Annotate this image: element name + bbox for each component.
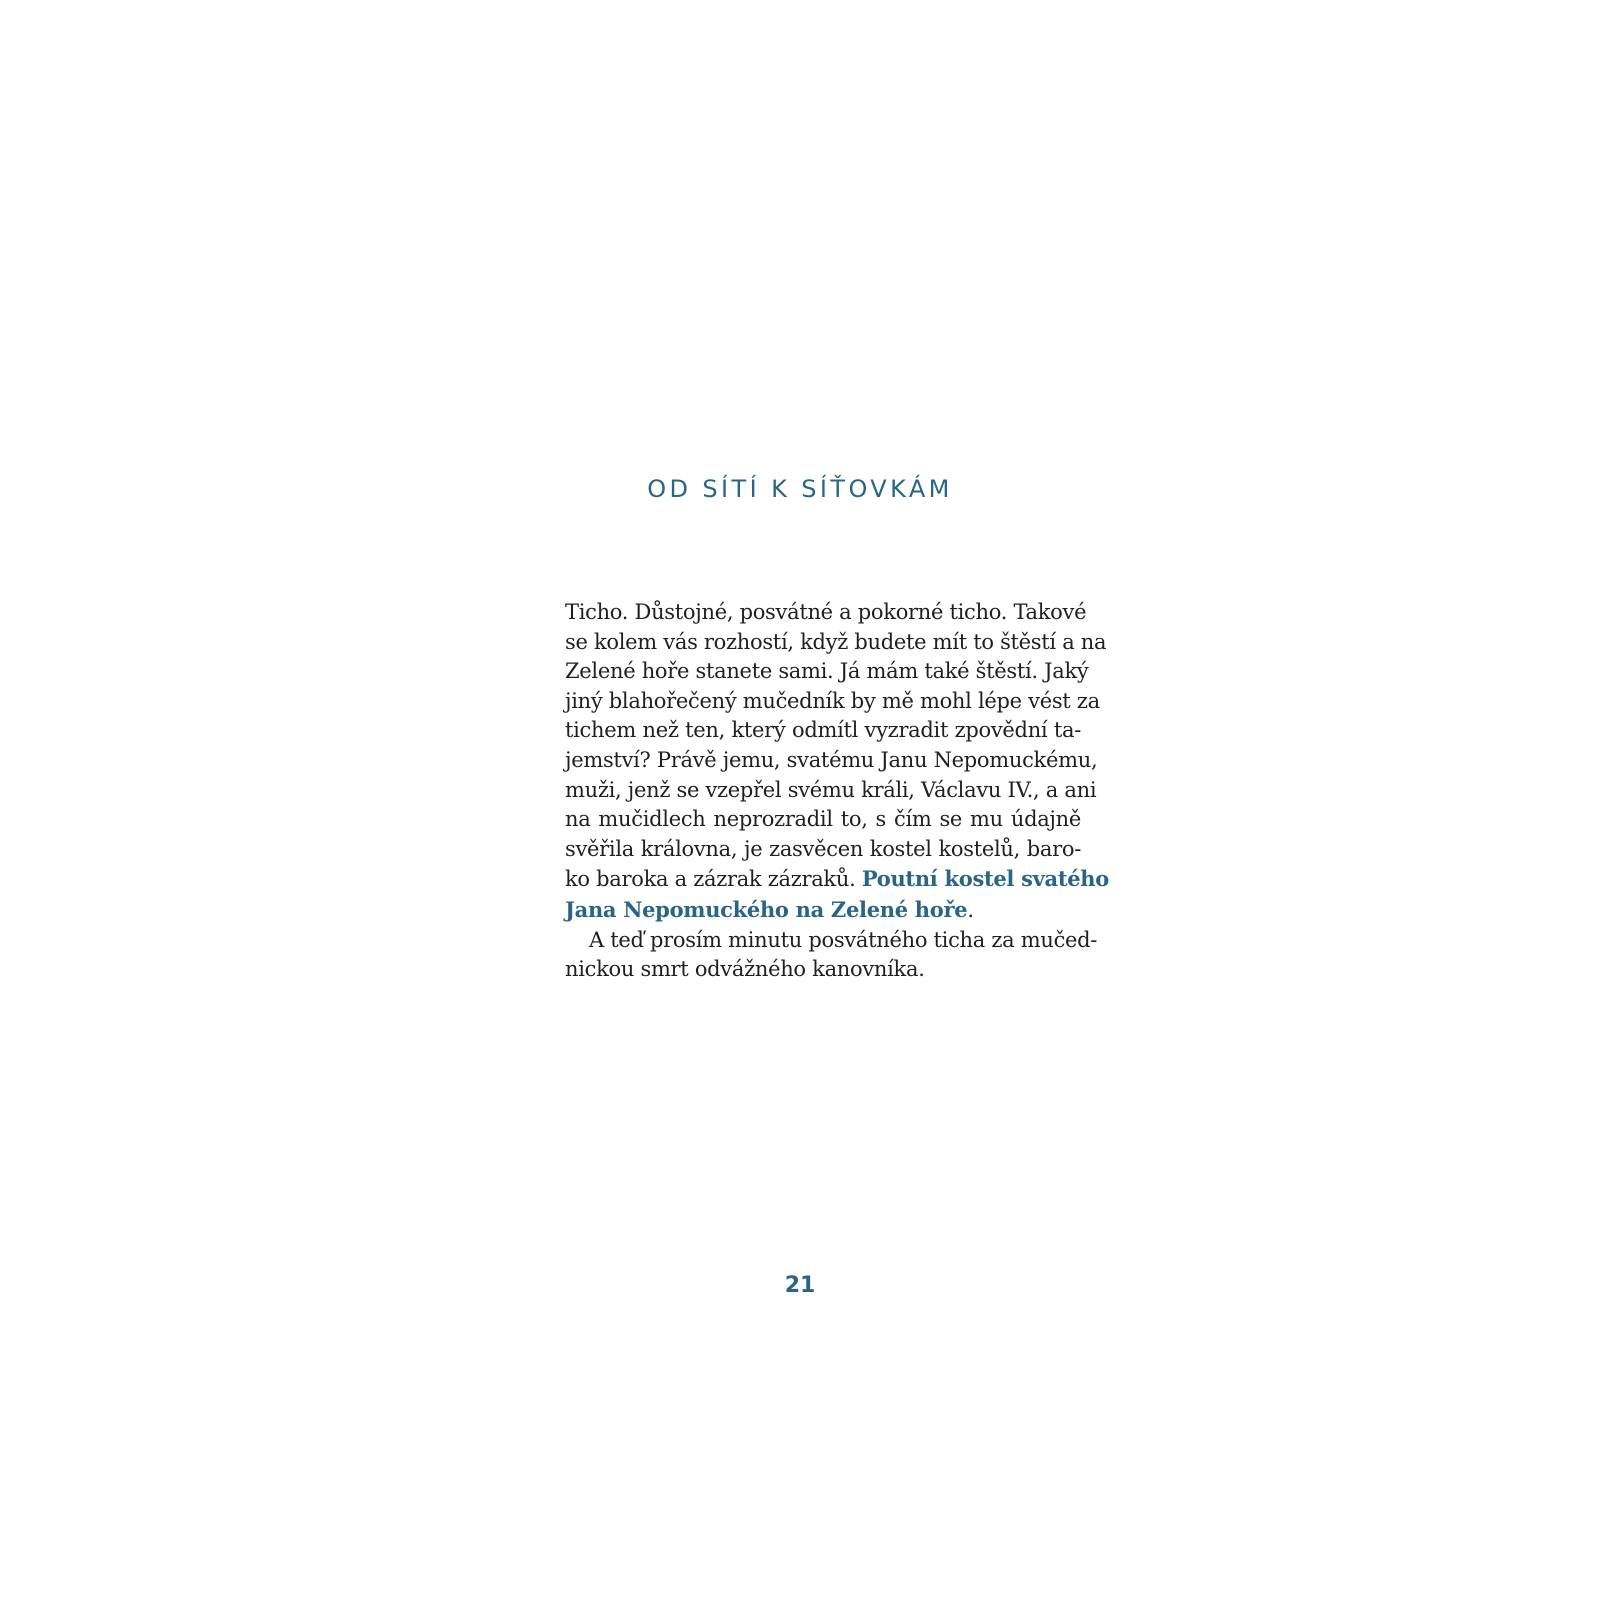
text-line: jiný blahořečený mučedník by mě mohl lépe vést za [565, 688, 1100, 713]
text-fragment: . [967, 897, 974, 922]
text-line: tichem než ten, který odmítl vyzradit zpovědní ta- [565, 718, 1081, 743]
text-line: A teď prosím minutu posvátného ticha za mučed- [589, 927, 1098, 952]
highlighted-place-name: Jana Nepomuckého na Zelené hoře [565, 896, 968, 922]
text-line: Zelené hoře stanete sami. Já mám také štěstí. Jaký [565, 659, 1089, 684]
text-line: jemství? Právě jemu, svatému Janu Nepomuckému, [565, 747, 1098, 772]
text-line: na mučidlech neprozradil to, s čím se mu údajně [565, 807, 1081, 832]
text-fragment: ko baroka a zázrak zázraků. [565, 867, 862, 892]
body-text [565, 598, 1109, 985]
text-line [565, 895, 1081, 926]
page-number: 21 [784, 1273, 816, 1298]
highlighted-place-name: Poutní kostel svatého [861, 866, 1109, 892]
paragraph-1 [565, 598, 1109, 926]
text-line: muži, jenž se vzepřel svému králi, Václavu IV., a ani [565, 777, 1097, 802]
text-line: se kolem vás rozhostí, když budete mít to štěstí a na [565, 629, 1107, 654]
chapter-title: OD SÍTÍ K SÍŤOVKÁM [647, 475, 953, 503]
text-line [565, 864, 1109, 895]
text-line: Ticho. Důstojné, posvátné a pokorné ticho. Takové [565, 600, 1087, 624]
text-line: svěřila královna, je zasvěcen kostel kostelů, baro- [565, 836, 1081, 861]
text-line: nickou smrt odvážného kanovníka. [565, 957, 925, 982]
paragraph-2 [565, 926, 1098, 985]
